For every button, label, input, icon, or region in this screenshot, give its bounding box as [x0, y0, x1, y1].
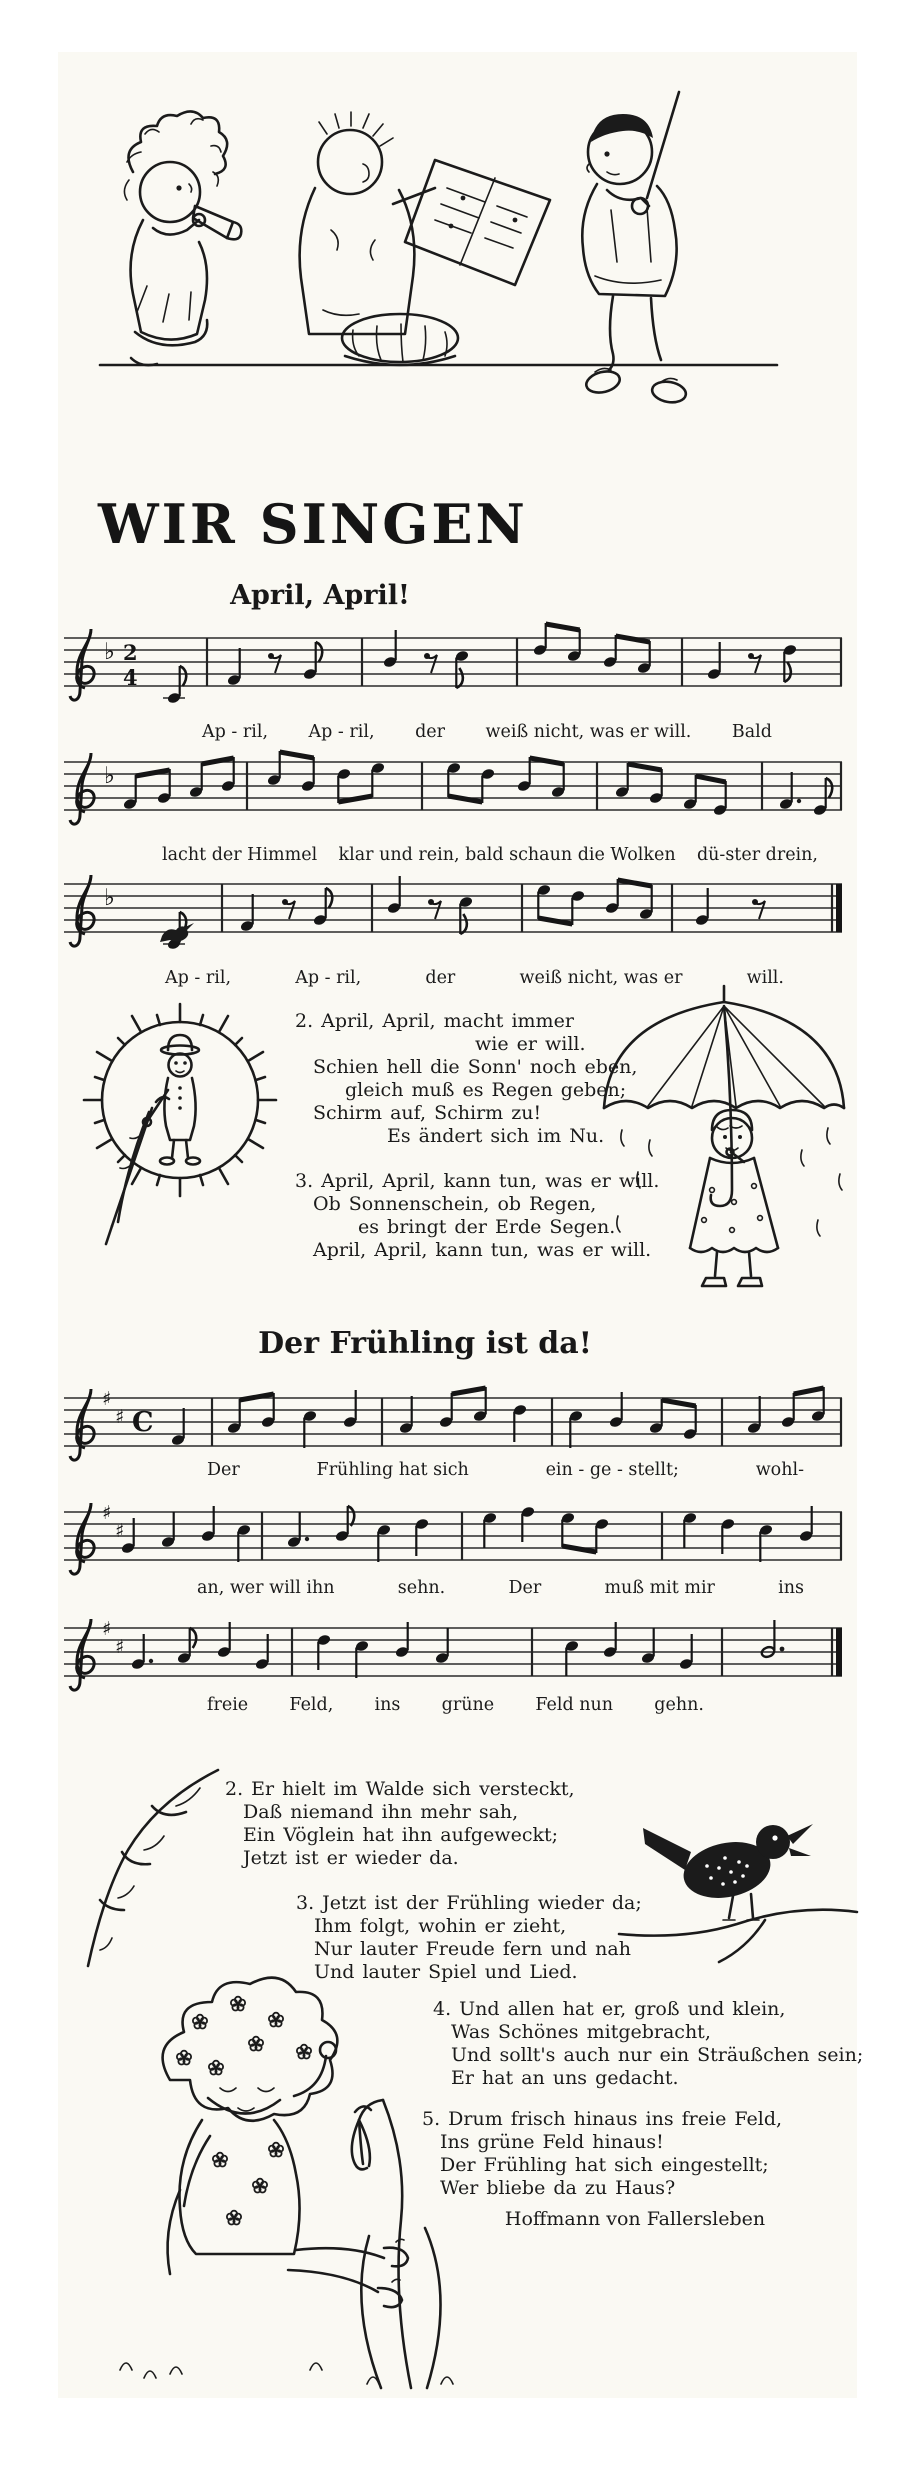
verse-line: Ins grüne Feld hinaus!: [440, 2131, 664, 2153]
verse-line: Der Frühling hat sich eingestellt;: [440, 2154, 769, 2176]
children-singing-illustration: [95, 80, 785, 472]
lyric-chunk: Der: [207, 1460, 240, 1480]
verse-line: Schirm auf, Schirm zu!: [313, 1102, 542, 1124]
drum-icon: [342, 314, 458, 362]
verse-line: 2. April, April, macht immer: [295, 1010, 574, 1032]
verse-line: wie er will.: [475, 1033, 586, 1055]
song2-verse-4: [433, 1998, 864, 2090]
sharp-sign: ♯: [102, 1502, 112, 1524]
verse-line: gleich muß es Regen geben;: [345, 1079, 627, 1101]
sharp-sign: ♯: [115, 1636, 125, 1658]
treble-clef-icon: [70, 1503, 94, 1574]
lyric-chunk: Ap - ril,: [165, 968, 232, 988]
verse-line: 4. Und allen hat er, groß und klein,: [433, 1998, 786, 2020]
lyric-chunk: ein - ge - stellt;: [545, 1460, 679, 1480]
page-title: WIR SINGEN: [98, 492, 528, 556]
snowdrop-flower-illustration: [315, 2040, 465, 2395]
lyric-chunk: freie: [207, 1695, 249, 1715]
song1-staff1-lyrics: [62, 722, 844, 742]
song2-staff1-lyrics: [62, 1460, 844, 1480]
hat-icon: [168, 1035, 192, 1050]
closed-umbrella-icon: [106, 1097, 169, 1244]
sharp-sign: ♯: [102, 1618, 112, 1640]
verse-line: Daß niemand ihn mehr sah,: [243, 1801, 519, 1823]
song2-verse-2: [225, 1778, 585, 1870]
lyric-chunk: weiß nicht, was er: [519, 968, 683, 988]
boy-with-baton: [582, 92, 687, 405]
verse-line: 3. Jetzt ist der Frühling wieder da;: [296, 1892, 642, 1914]
lyric-chunk: klar und rein, bald schaun die Wolken: [338, 845, 676, 865]
verse-line: Wer bliebe da zu Haus?: [440, 2177, 676, 2199]
verse-line: Er hat an uns gedacht.: [451, 2067, 679, 2089]
lyric-chunk: Bald: [731, 722, 772, 742]
song1-verse-2: [295, 1010, 638, 1148]
verse-line: Es ändert sich im Nu.: [387, 1125, 605, 1147]
time-sig-lower: 4: [123, 665, 138, 690]
flat-sign: ♭: [104, 763, 115, 789]
lyric-chunk: Ap - ril,: [308, 722, 375, 742]
girl-figure: [690, 1110, 778, 1286]
song1-staff-2: [62, 742, 844, 842]
song2-staff-2: [62, 1492, 844, 1592]
branch-illustration: [68, 1760, 238, 1980]
girl-with-horn: [124, 111, 241, 365]
flat-sign: ♭: [104, 639, 115, 665]
lyric-chunk: an, wer will ihn: [197, 1578, 335, 1598]
verse-line: Ob Sonnenschein, ob Regen,: [313, 1193, 597, 1215]
sun-rays: [84, 1004, 276, 1196]
verse-line: 3. April, April, kann tun, was er will.: [295, 1170, 660, 1192]
verse-line: es bringt der Erde Segen.: [358, 1216, 616, 1238]
lyric-chunk: der: [415, 722, 445, 742]
verse-line: 5. Drum frisch hinaus ins freie Feld,: [422, 2108, 783, 2130]
song2-title: Der Frühling ist da!: [258, 1326, 592, 1361]
verse-line: Und sollt's auch nur ein Sträußchen sein;: [451, 2044, 864, 2066]
common-time-sign: C: [132, 1407, 154, 1438]
lyric-chunk: will.: [746, 968, 784, 988]
sharp-sign: ♯: [102, 1388, 112, 1410]
lyric-chunk: wohl-: [755, 1460, 804, 1480]
lyric-chunk: der: [425, 968, 456, 988]
verse-line: 2. Er hielt im Walde sich versteckt,: [225, 1778, 575, 1800]
sun-man-figure: [106, 1035, 200, 1244]
verse-line: Ein Vöglein hat ihn aufgeweckt;: [243, 1824, 559, 1846]
lyric-chunk: Ap - ril,: [202, 722, 269, 742]
verse-line: Jetzt ist er wieder da.: [243, 1847, 459, 1869]
lyric-chunk: Feld nun: [535, 1695, 614, 1715]
lyric-chunk: muß mit mir: [604, 1578, 715, 1598]
song1-staff2-lyrics: [62, 845, 844, 865]
treble-clef-icon: [70, 753, 94, 824]
verse-line: April, April, kann tun, was er will.: [313, 1239, 652, 1261]
lyric-chunk: Der: [508, 1578, 542, 1598]
verse-line: Und lauter Spiel und Lied.: [314, 1961, 578, 1983]
lyric-chunk: Feld,: [289, 1695, 334, 1715]
song2-verse-5: [422, 2108, 802, 2200]
boy-with-sheet-music: [300, 112, 550, 365]
author-attribution: Hoffmann von Fallersleben: [504, 2208, 766, 2230]
lyric-chunk: grüne: [441, 1695, 495, 1715]
treble-clef-icon: [70, 629, 94, 700]
lyric-chunk: ins: [778, 1578, 804, 1598]
lyric-chunk: lacht der Himmel: [162, 845, 318, 865]
song1-title: April, April!: [230, 580, 410, 611]
song1-staff-1: [62, 618, 844, 718]
song2-staff3-lyrics: [62, 1695, 844, 1715]
lyric-chunk: Frühling hat sich: [316, 1460, 469, 1480]
lyric-chunk: Ap - ril,: [295, 968, 362, 988]
lyric-chunk: sehn.: [397, 1578, 446, 1598]
treble-clef-icon: [70, 875, 94, 946]
verse-line: Nur lauter Freude fern und nah: [314, 1938, 631, 1960]
treble-clef-icon: [70, 1389, 94, 1460]
sharp-sign: ♯: [115, 1520, 125, 1542]
verse-line: Schien hell die Sonn' noch eben,: [313, 1056, 638, 1078]
shoe-icon: [584, 368, 622, 396]
song1-staff-3: [62, 864, 844, 964]
flat-sign: ♭: [104, 885, 115, 911]
shoe-icon: [651, 379, 688, 405]
lyric-chunk: dü-ster drein,: [696, 845, 818, 865]
lyric-chunk: ins: [374, 1695, 401, 1715]
verse-line: Ihm folgt, wohin er zieht,: [314, 1915, 567, 1937]
time-sig-upper: 2: [123, 640, 138, 665]
song2-staff2-lyrics: [62, 1578, 844, 1598]
lyric-chunk: gehn.: [654, 1695, 704, 1715]
sharp-sign: ♯: [115, 1406, 125, 1428]
verse-line: Was Schönes mitgebracht,: [451, 2021, 711, 2043]
horn-icon: [193, 206, 233, 238]
treble-clef-icon: [70, 1619, 94, 1690]
lyric-chunk: weiß nicht, was er will.: [485, 722, 692, 742]
song1-verse-3: [295, 1170, 660, 1262]
song2-staff-3: [62, 1608, 844, 1708]
sun-man-illustration: [68, 1000, 293, 1300]
